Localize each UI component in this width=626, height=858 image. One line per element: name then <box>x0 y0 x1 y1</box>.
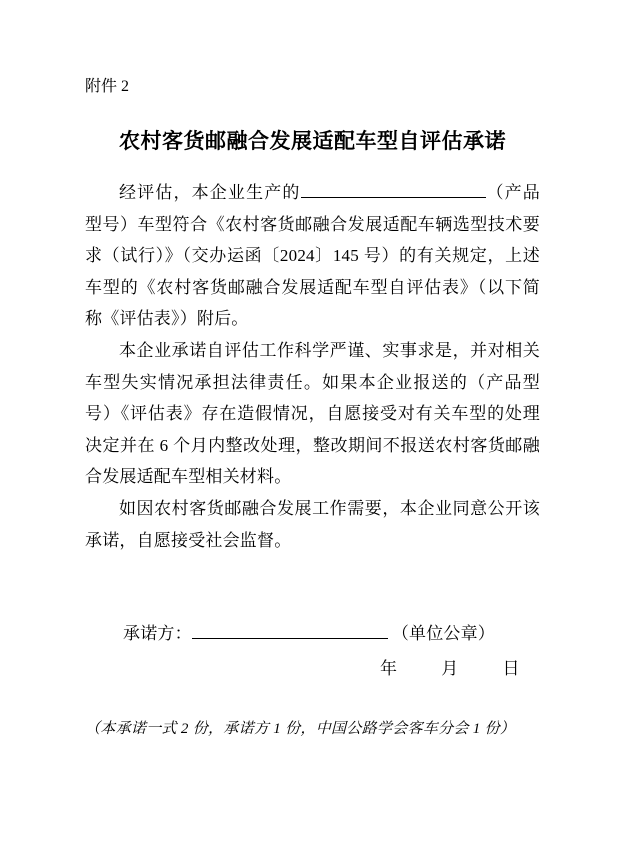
attachment-label: 附件 2 <box>85 78 130 95</box>
copies-footnote: （本承诺一式 2 份，承诺方 1 份，中国公路学会客车分会 1 份） <box>85 721 516 738</box>
paragraph-commitment: 本企业承诺自评估工作科学严谨、实事求是，并对相关车型失实情况承担法律责任。如果本企业报送的（产品型号）《评估表》存在造假情况，自愿接受对有关车型的处理决定并在 6 个月内整改处理，整改期间不报送农村客货邮融合发展适配车型相关材料。 <box>85 340 540 487</box>
date-day-label: 日 <box>502 658 520 678</box>
signer-blank <box>192 622 388 639</box>
document-body <box>85 177 540 556</box>
paragraph-publicity: 如因农村客货邮融合发展工作需要，本企业同意公开该承诺，自愿接受社会监督。 <box>85 498 540 550</box>
date-year-label: 年 <box>380 658 397 678</box>
paragraph-evaluation <box>85 177 540 335</box>
signature-row <box>85 618 540 650</box>
page-title: 农村客货邮融合发展适配车型自评估承诺 <box>119 129 506 153</box>
seal-note: （单位公章） <box>391 624 496 644</box>
paragraph-evaluation-lead: 经评估，本企业生产的 <box>119 183 301 202</box>
paragraph-evaluation-rest: （产品型号）车型符合《农村客货邮融合发展适配车辆选型技术要求（试行）》（交办运函〔2024〕145 号）的有关规定，上述车型的《农村客货邮融合发展适配车型自评估表》（以下简称《评估表》）附后。 <box>85 183 540 329</box>
date-row <box>85 653 540 685</box>
date-month-label: 月 <box>441 658 459 678</box>
product-model-blank <box>301 181 486 198</box>
signer-label: 承诺方： <box>123 624 192 644</box>
